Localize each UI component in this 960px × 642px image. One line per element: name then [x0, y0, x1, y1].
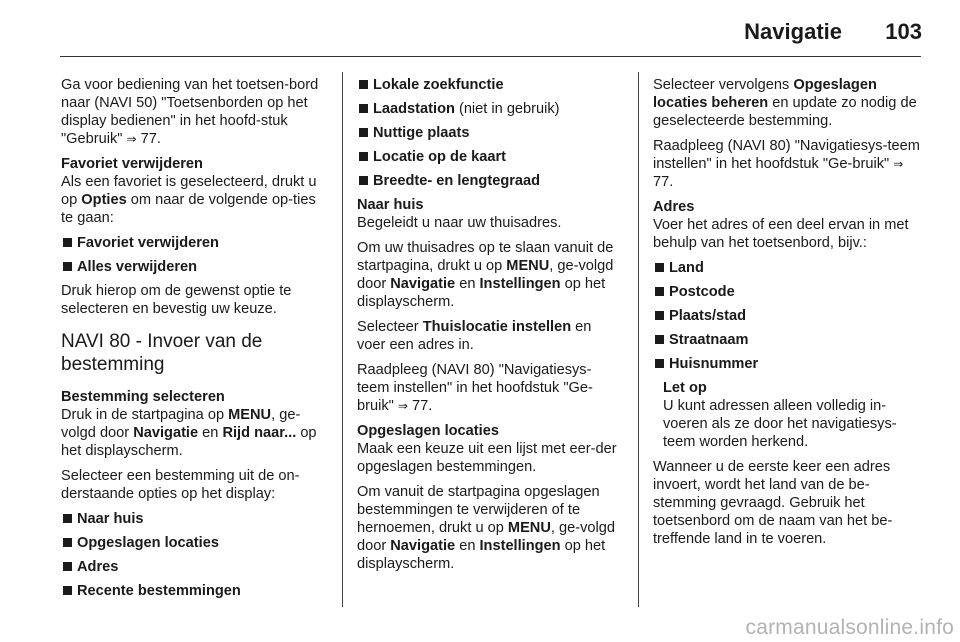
bullet-icon	[655, 359, 664, 368]
bullet-icon	[359, 104, 368, 113]
section-title: Naar huis	[357, 197, 424, 213]
bullet-icon	[655, 335, 664, 344]
list-item: Favoriet verwijderen	[61, 234, 327, 252]
list-item: Nuttige plaats	[357, 124, 623, 142]
paragraph: Raadpleeg (NAVI 80) "Navigatiesys-teem instellen" in het hoofdstuk "Ge-bruik" ⇒ 77.	[357, 362, 593, 414]
page-number: 103	[885, 19, 922, 44]
paragraph: Als een favoriet is geselecteerd, drukt u op Opties om naar de volgende op-ties te gaan:	[61, 174, 317, 226]
list-item: Opgeslagen locaties	[61, 534, 327, 552]
section-title: Adres	[653, 199, 695, 215]
option-list	[653, 259, 921, 373]
bullet-icon	[359, 128, 368, 137]
column-divider	[342, 72, 343, 607]
paragraph: Selecteer vervolgens Opgeslagen locaties beheren en update zo nodig de geselecteerde bestemming.	[653, 77, 917, 129]
note-title: Let op	[663, 380, 707, 396]
note-text: U kunt adressen alleen volledig in-voeren als ze door het navigatiesys-teem worden herkend.	[663, 398, 897, 450]
option-list	[61, 510, 327, 600]
list-item: Land	[653, 259, 921, 277]
section-heading: NAVI 80 - Invoer van de bestemming	[61, 331, 263, 375]
bullet-icon	[655, 287, 664, 296]
list-item: Postcode	[653, 283, 921, 301]
list-item: Adres	[61, 558, 327, 576]
paragraph: Voer het adres of een deel ervan in met behulp van het toetsenbord, bijv.:	[653, 217, 909, 251]
bullet-icon	[655, 263, 664, 272]
list-item: Alles verwijderen	[61, 258, 327, 276]
list-item: Locatie op de kaart	[357, 148, 623, 166]
page-ref-arrow-icon: ⇒	[397, 399, 408, 413]
paragraph: Ga voor bediening van het toetsen-bord naar (NAVI 50) "Toetsenborden op het display bedienen" in het hoofd-stuk "Gebruik" ⇒ 77.	[61, 77, 319, 147]
bullet-icon	[63, 238, 72, 247]
list-item: Naar huis	[61, 510, 327, 528]
paragraph: Raadpleeg (NAVI 80) "Navigatiesys-teem instellen" in het hoofdstuk "Ge-bruik" ⇒ 77.	[653, 138, 920, 190]
paragraph: Om vanuit de startpagina opgeslagen bestemmingen te verwijderen of te hernoemen, drukt u op MENU, ge-volgd door Navigatie en Instellingen op het displayscherm.	[357, 484, 615, 572]
list-item: Breedte- en lengtegraad	[357, 172, 623, 190]
column-2	[357, 76, 623, 580]
page-ref-arrow-icon: ⇒	[893, 157, 904, 171]
section-title: Favoriet verwijderen	[61, 156, 203, 172]
paragraph: Begeleidt u naar uw thuisadres.	[357, 215, 562, 231]
list-item: Recente bestemmingen	[61, 582, 327, 600]
option-list	[357, 76, 623, 190]
bullet-icon	[359, 80, 368, 89]
column-divider	[638, 72, 639, 607]
list-item: Plaats/stad	[653, 307, 921, 325]
column-3	[653, 76, 921, 555]
paragraph: Druk hierop om de gewenst optie te selecteren en bevestig uw keuze.	[61, 283, 292, 317]
paragraph: Selecteer Thuislocatie instellen en voer een adres in.	[357, 319, 592, 353]
list-item: Straatnaam	[653, 331, 921, 349]
watermark: carmanualsonline.info	[745, 616, 954, 639]
bullet-icon	[359, 176, 368, 185]
section-title: Bestemming selecteren	[61, 389, 225, 405]
bullet-icon	[63, 586, 72, 595]
bullet-icon	[63, 262, 72, 271]
list-item: Huisnummer	[653, 355, 921, 373]
header-rule	[60, 56, 921, 57]
section-title: Opgeslagen locaties	[357, 423, 499, 439]
bullet-icon	[63, 514, 72, 523]
option-list	[61, 234, 327, 276]
page-ref-arrow-icon: ⇒	[126, 132, 137, 146]
note-box	[663, 379, 921, 451]
list-item: Laadstation (niet in gebruik)	[357, 100, 623, 118]
paragraph: Druk in de startpagina op MENU, ge-volgd door Navigatie en Rijd naar... op het displayscherm.	[61, 407, 317, 459]
page-header	[0, 0, 960, 52]
bullet-icon	[63, 562, 72, 571]
column-1	[61, 76, 327, 606]
paragraph: Selecteer een bestemming uit de on-derstaande opties op het display:	[61, 468, 300, 502]
list-item: Lokale zoekfunctie	[357, 76, 623, 94]
page-title: Navigatie	[744, 19, 842, 44]
bullet-icon	[655, 311, 664, 320]
paragraph: Om uw thuisadres op te slaan vanuit de startpagina, drukt u op MENU, ge-volgd door Navigatie en Instellingen op het displayscherm.	[357, 240, 614, 310]
paragraph: Maak een keuze uit een lijst met eer-der opgeslagen bestemmingen.	[357, 441, 617, 475]
paragraph: Wanneer u de eerste keer een adres invoert, wordt het land van de be-stemming gevraagd. Gebruik het toetsenbord om de naam van het be-treffende land in te voeren.	[653, 459, 893, 547]
bullet-icon	[63, 538, 72, 547]
bullet-icon	[359, 152, 368, 161]
